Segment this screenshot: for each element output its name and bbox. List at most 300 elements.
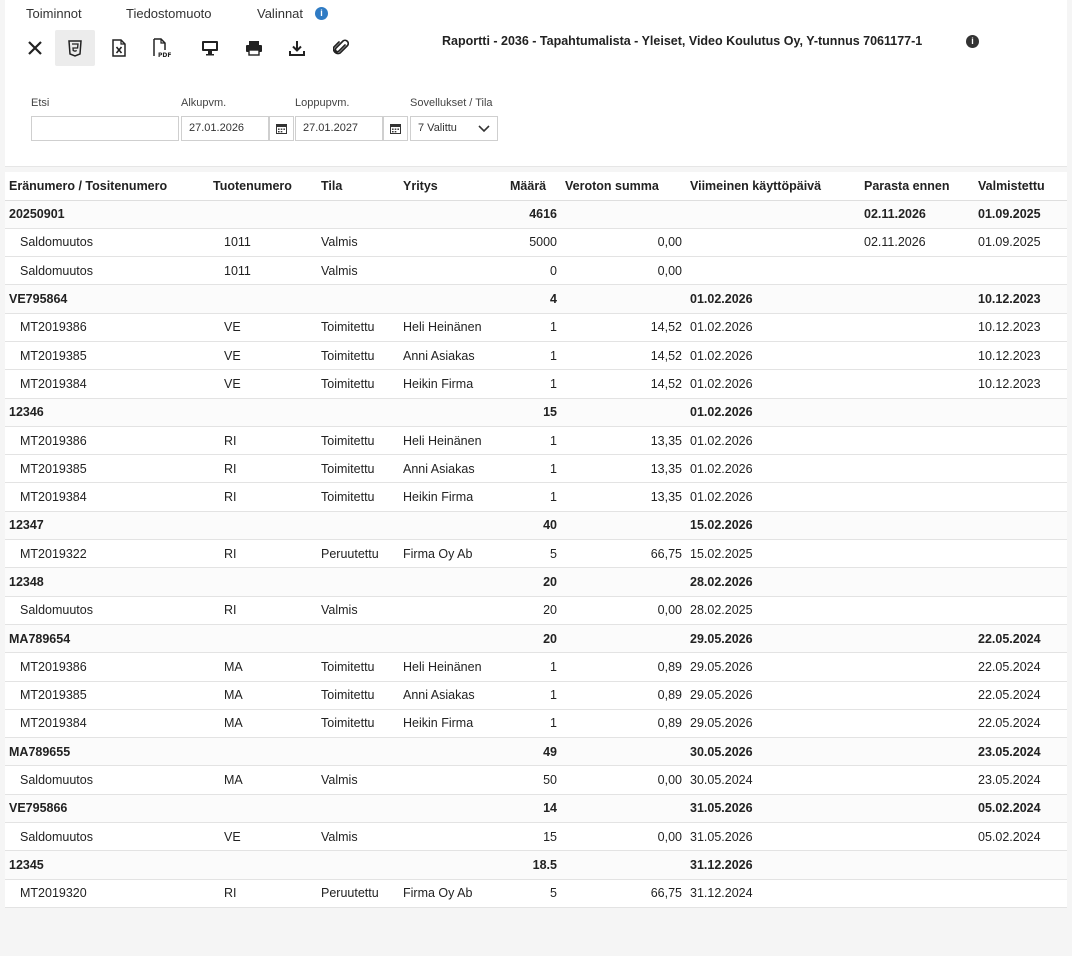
col-best-before-cell: [860, 879, 974, 907]
col-company-cell: [399, 851, 506, 879]
col-net-sum-cell: 13,35: [561, 455, 686, 483]
col-net-sum-cell: [561, 511, 686, 539]
transaction-row: [5, 823, 1067, 851]
col-use-by-cell: 01.02.2026: [686, 341, 860, 369]
attachment-icon: [333, 39, 349, 57]
end-date-field[interactable]: 27.01.2027: [295, 116, 383, 141]
col-quantity-cell: 4: [506, 285, 561, 313]
excel-icon: [112, 39, 126, 57]
col-quantity-cell: 1: [506, 455, 561, 483]
col-status-cell: Valmis: [317, 228, 399, 256]
col-status-cell: Toimitettu: [317, 370, 399, 398]
html5-icon: [68, 40, 82, 57]
col-batch-voucher-cell: MT2019385: [5, 341, 209, 369]
col-status-cell: [317, 200, 399, 228]
col-use-by-cell: 30.05.2024: [686, 766, 860, 794]
col-manufactured-cell: [974, 511, 1067, 539]
col-use-by-cell: 15.02.2026: [686, 511, 860, 539]
col-company-cell: [399, 228, 506, 256]
col-batch-voucher-cell: MT2019384: [5, 370, 209, 398]
col-company-cell: [399, 398, 506, 426]
col-quantity-cell: 4616: [506, 200, 561, 228]
transaction-row: [5, 228, 1067, 256]
col-batch-voucher-cell: VE795866: [5, 794, 209, 822]
col-manufactured-cell: [974, 455, 1067, 483]
col-best-before-cell: [860, 738, 974, 766]
col-product-cell: RI: [209, 455, 317, 483]
col-net-sum-header[interactable]: Veroton summa: [561, 172, 686, 200]
col-company-cell: Heikin Firma: [399, 370, 506, 398]
col-status-cell: Valmis: [317, 257, 399, 285]
batch-group-row: [5, 285, 1067, 313]
col-quantity-cell: 5000: [506, 228, 561, 256]
col-quantity-cell: 0: [506, 257, 561, 285]
col-product-cell: 1011: [209, 257, 317, 285]
col-status-header[interactable]: Tila: [317, 172, 399, 200]
col-quantity-cell: 1: [506, 483, 561, 511]
calendar-icon: [276, 123, 287, 134]
col-status-cell: Toimitettu: [317, 313, 399, 341]
col-product-cell: [209, 511, 317, 539]
end-date-picker-button[interactable]: [383, 116, 408, 141]
batch-group-row: [5, 624, 1067, 652]
col-net-sum-cell: 0,00: [561, 228, 686, 256]
col-best-before-cell: [860, 624, 974, 652]
col-product-cell: RI: [209, 879, 317, 907]
col-company-cell: Heikin Firma: [399, 483, 506, 511]
col-product-cell: [209, 738, 317, 766]
col-best-before-cell: 02.11.2026: [860, 200, 974, 228]
col-batch-voucher-cell: VE795864: [5, 285, 209, 313]
col-quantity-cell: 1: [506, 681, 561, 709]
col-net-sum-cell: 13,35: [561, 483, 686, 511]
col-status-cell: Toimitettu: [317, 653, 399, 681]
col-company-cell: Firma Oy Ab: [399, 879, 506, 907]
col-net-sum-cell: [561, 624, 686, 652]
col-status-cell: Toimitettu: [317, 681, 399, 709]
batch-group-row: [5, 568, 1067, 596]
col-quantity-cell: 1: [506, 709, 561, 737]
col-status-cell: Peruutettu: [317, 879, 399, 907]
col-best-before-cell: [860, 285, 974, 313]
col-use-by-cell: 30.05.2026: [686, 738, 860, 766]
batch-group-row: [5, 738, 1067, 766]
col-status-cell: Valmis: [317, 596, 399, 624]
col-quantity-cell: 1: [506, 653, 561, 681]
col-net-sum-cell: 14,52: [561, 313, 686, 341]
transaction-row: [5, 370, 1067, 398]
col-batch-voucher-cell: Saldomuutos: [5, 228, 209, 256]
col-best-before-cell: [860, 681, 974, 709]
col-product-cell: VE: [209, 370, 317, 398]
col-manufactured-cell: 05.02.2024: [974, 823, 1067, 851]
col-product-cell: MA: [209, 766, 317, 794]
col-status-cell: [317, 511, 399, 539]
col-status-cell: [317, 624, 399, 652]
col-net-sum-cell: 0,00: [561, 766, 686, 794]
search-label: Etsi: [31, 97, 50, 109]
col-use-by-cell: 01.02.2026: [686, 426, 860, 454]
col-use-by-cell: [686, 257, 860, 285]
col-best-before-cell: [860, 257, 974, 285]
col-company-cell: [399, 823, 506, 851]
col-use-by-cell: 28.02.2025: [686, 596, 860, 624]
transaction-row: [5, 483, 1067, 511]
col-best-before-cell: [860, 794, 974, 822]
col-quantity-cell: 49: [506, 738, 561, 766]
col-product-cell: [209, 398, 317, 426]
col-best-before-cell: [860, 766, 974, 794]
col-use-by-cell: 01.02.2026: [686, 483, 860, 511]
col-quantity-cell: 1: [506, 426, 561, 454]
apps-status-label: Sovellukset / Tila: [410, 97, 493, 109]
col-product-cell: [209, 624, 317, 652]
screen-view-button[interactable]: [190, 30, 230, 66]
col-status-cell: Valmis: [317, 766, 399, 794]
col-manufactured-cell: 22.05.2024: [974, 709, 1067, 737]
col-product-cell: RI: [209, 426, 317, 454]
col-quantity-cell: 14: [506, 794, 561, 822]
col-use-by-cell: 31.05.2026: [686, 823, 860, 851]
col-product-cell: VE: [209, 313, 317, 341]
col-manufactured-cell: 10.12.2023: [974, 285, 1067, 313]
col-batch-voucher-cell: 12345: [5, 851, 209, 879]
col-company-cell: [399, 568, 506, 596]
col-manufactured-cell: [974, 851, 1067, 879]
col-quantity-cell: 15: [506, 823, 561, 851]
col-best-before-cell: [860, 341, 974, 369]
col-use-by-cell: 29.05.2026: [686, 653, 860, 681]
attachment-button[interactable]: [321, 30, 361, 66]
report-info-icon[interactable]: i: [966, 35, 979, 48]
col-manufactured-cell: 10.12.2023: [974, 313, 1067, 341]
col-company-cell: [399, 738, 506, 766]
col-net-sum-cell: 14,52: [561, 370, 686, 398]
col-net-sum-cell: [561, 200, 686, 228]
transaction-row: [5, 455, 1067, 483]
col-batch-voucher-cell: MT2019386: [5, 426, 209, 454]
col-batch-voucher-cell: Saldomuutos: [5, 257, 209, 285]
col-use-by-cell: [686, 200, 860, 228]
col-best-before-cell: [860, 709, 974, 737]
col-status-cell: [317, 285, 399, 313]
col-use-by-cell: 15.02.2025: [686, 540, 860, 568]
close-button[interactable]: [15, 30, 55, 66]
col-product-cell: [209, 285, 317, 313]
close-icon: [27, 40, 43, 56]
col-use-by-cell: 01.02.2026: [686, 398, 860, 426]
col-manufactured-cell: [974, 426, 1067, 454]
col-product-cell: MA: [209, 653, 317, 681]
col-batch-voucher-cell: 12346: [5, 398, 209, 426]
apps-status-select[interactable]: [410, 116, 498, 141]
menu-selections[interactable]: Valinnat: [257, 6, 304, 21]
col-net-sum-cell: [561, 568, 686, 596]
col-product-cell: RI: [209, 483, 317, 511]
chevron-down-icon: [478, 125, 490, 133]
col-quantity-cell: 18.5: [506, 851, 561, 879]
start-date-label: Alkupvm.: [181, 97, 227, 109]
col-product-cell: MA: [209, 681, 317, 709]
col-best-before-cell: [860, 426, 974, 454]
transaction-row: [5, 681, 1067, 709]
col-company-cell: [399, 200, 506, 228]
col-quantity-cell: 20: [506, 568, 561, 596]
col-product-cell: RI: [209, 540, 317, 568]
col-batch-voucher-cell: Saldomuutos: [5, 596, 209, 624]
col-net-sum-cell: 66,75: [561, 879, 686, 907]
col-use-by-cell: 28.02.2026: [686, 568, 860, 596]
col-batch-voucher-cell: MT2019386: [5, 653, 209, 681]
start-date-field[interactable]: 27.01.2026: [181, 116, 269, 141]
col-best-before-cell: 02.11.2026: [860, 228, 974, 256]
menu-actions[interactable]: Toiminnot: [26, 6, 82, 21]
col-product-cell: MA: [209, 709, 317, 737]
col-best-before-cell: [860, 596, 974, 624]
col-batch-voucher-cell: MA789655: [5, 738, 209, 766]
col-batch-voucher-cell: MT2019320: [5, 879, 209, 907]
print-icon: [245, 40, 263, 56]
col-net-sum-cell: 0,00: [561, 257, 686, 285]
transaction-row: [5, 766, 1067, 794]
col-use-by-header[interactable]: Viimeinen käyttöpäivä: [686, 172, 860, 200]
transaction-row: [5, 653, 1067, 681]
table-header-row: [5, 172, 1067, 200]
col-use-by-cell: 29.05.2026: [686, 681, 860, 709]
col-best-before-cell: [860, 540, 974, 568]
col-batch-voucher-cell: 12348: [5, 568, 209, 596]
col-company-cell: [399, 257, 506, 285]
svg-text:PDF: PDF: [158, 52, 171, 58]
col-quantity-cell: 1: [506, 370, 561, 398]
col-net-sum-cell: 66,75: [561, 540, 686, 568]
col-net-sum-cell: 13,35: [561, 426, 686, 454]
report-title: Raportti - 2036 - Tapahtumalista - Yleiset, Video Koulutus Oy, Y-tunnus 7061177-1: [442, 34, 923, 48]
calendar-icon: [390, 123, 401, 134]
col-use-by-cell: 01.02.2026: [686, 370, 860, 398]
col-batch-voucher-cell: MT2019384: [5, 483, 209, 511]
transaction-row: [5, 426, 1067, 454]
col-product-cell: [209, 568, 317, 596]
col-batch-voucher-cell: MT2019385: [5, 455, 209, 483]
transaction-row: [5, 313, 1067, 341]
col-best-before-cell: [860, 823, 974, 851]
col-use-by-cell: 29.05.2026: [686, 624, 860, 652]
col-batch-voucher-cell: 12347: [5, 511, 209, 539]
col-status-cell: [317, 851, 399, 879]
report-table: [5, 172, 1067, 908]
col-status-cell: Toimitettu: [317, 709, 399, 737]
col-best-before-cell: [860, 313, 974, 341]
col-company-cell: [399, 624, 506, 652]
end-date-label: Loppupvm.: [295, 97, 350, 109]
col-manufactured-cell: 01.09.2025: [974, 200, 1067, 228]
col-product-cell: [209, 794, 317, 822]
html-export-button[interactable]: [55, 30, 95, 66]
col-status-cell: Toimitettu: [317, 483, 399, 511]
col-status-cell: [317, 794, 399, 822]
apps-status-value: 7 Valittu: [418, 122, 457, 134]
transaction-row: [5, 596, 1067, 624]
col-net-sum-cell: 0,89: [561, 681, 686, 709]
pdf-export-button[interactable]: [142, 30, 182, 66]
transaction-row: [5, 341, 1067, 369]
col-company-cell: Heikin Firma: [399, 709, 506, 737]
col-manufactured-cell: [974, 257, 1067, 285]
col-company-cell: Heli Heinänen: [399, 426, 506, 454]
col-product-header[interactable]: Tuotenumero: [209, 172, 317, 200]
col-quantity-cell: 40: [506, 511, 561, 539]
report-options-panel: [5, 0, 1067, 167]
col-net-sum-cell: 0,89: [561, 709, 686, 737]
col-use-by-cell: [686, 228, 860, 256]
col-manufactured-cell: [974, 568, 1067, 596]
col-best-before-cell: [860, 455, 974, 483]
batch-group-row: [5, 200, 1067, 228]
col-best-before-cell: [860, 398, 974, 426]
col-batch-voucher-cell: MT2019385: [5, 681, 209, 709]
col-net-sum-cell: [561, 851, 686, 879]
col-quantity-cell: 1: [506, 341, 561, 369]
selections-info-icon[interactable]: i: [315, 7, 328, 20]
col-product-cell: RI: [209, 596, 317, 624]
col-use-by-cell: 01.02.2026: [686, 285, 860, 313]
col-status-cell: Toimitettu: [317, 341, 399, 369]
col-company-cell: [399, 596, 506, 624]
col-use-by-cell: 31.12.2026: [686, 851, 860, 879]
col-manufactured-cell: 22.05.2024: [974, 653, 1067, 681]
col-net-sum-cell: [561, 794, 686, 822]
col-batch-voucher-cell: MT2019322: [5, 540, 209, 568]
col-manufactured-cell: [974, 398, 1067, 426]
col-net-sum-cell: 14,52: [561, 341, 686, 369]
pdf-icon: [153, 38, 171, 58]
col-net-sum-cell: 0,89: [561, 653, 686, 681]
col-product-cell: VE: [209, 823, 317, 851]
col-company-cell: Anni Asiakas: [399, 455, 506, 483]
col-product-cell: 1011: [209, 228, 317, 256]
col-net-sum-cell: [561, 285, 686, 313]
col-net-sum-cell: [561, 738, 686, 766]
col-manufactured-cell: [974, 879, 1067, 907]
col-company-cell: [399, 285, 506, 313]
col-use-by-cell: 31.05.2026: [686, 794, 860, 822]
download-button[interactable]: [277, 30, 317, 66]
col-use-by-cell: 31.12.2024: [686, 879, 860, 907]
transaction-row: [5, 257, 1067, 285]
col-quantity-cell: 50: [506, 766, 561, 794]
col-batch-voucher-cell: MT2019386: [5, 313, 209, 341]
col-status-cell: [317, 568, 399, 596]
print-button[interactable]: [234, 30, 274, 66]
col-company-cell: [399, 511, 506, 539]
col-use-by-cell: 01.02.2026: [686, 313, 860, 341]
col-quantity-cell: 1: [506, 313, 561, 341]
col-quantity-cell: 15: [506, 398, 561, 426]
col-status-cell: [317, 398, 399, 426]
col-batch-voucher-header[interactable]: Eränumero / Tositenumero: [5, 172, 209, 200]
col-manufactured-cell: 22.05.2024: [974, 681, 1067, 709]
col-batch-voucher-cell: MT2019384: [5, 709, 209, 737]
col-manufactured-cell: [974, 596, 1067, 624]
col-status-cell: Peruutettu: [317, 540, 399, 568]
batch-group-row: [5, 398, 1067, 426]
col-status-cell: [317, 738, 399, 766]
col-best-before-header[interactable]: Parasta ennen: [860, 172, 974, 200]
col-product-cell: VE: [209, 341, 317, 369]
col-manufactured-cell: [974, 483, 1067, 511]
col-best-before-cell: [860, 568, 974, 596]
col-best-before-cell: [860, 483, 974, 511]
search-input[interactable]: [31, 116, 179, 141]
batch-group-row: [5, 511, 1067, 539]
col-status-cell: Valmis: [317, 823, 399, 851]
col-company-cell: Heli Heinänen: [399, 313, 506, 341]
col-best-before-cell: [860, 851, 974, 879]
col-net-sum-cell: [561, 398, 686, 426]
col-quantity-cell: 5: [506, 879, 561, 907]
col-company-cell: Anni Asiakas: [399, 341, 506, 369]
col-manufactured-cell: 05.02.2024: [974, 794, 1067, 822]
col-status-cell: Toimitettu: [317, 426, 399, 454]
col-company-cell: Heli Heinänen: [399, 653, 506, 681]
col-net-sum-cell: 0,00: [561, 823, 686, 851]
menu-file-format[interactable]: Tiedostomuoto: [126, 6, 212, 21]
start-date-picker-button[interactable]: [269, 116, 294, 141]
col-best-before-cell: [860, 653, 974, 681]
col-quantity-header[interactable]: Määrä: [506, 172, 561, 200]
transaction-row: [5, 709, 1067, 737]
transaction-row: [5, 540, 1067, 568]
transaction-row: [5, 879, 1067, 907]
batch-group-row: [5, 851, 1067, 879]
col-quantity-cell: 20: [506, 596, 561, 624]
col-company-cell: [399, 766, 506, 794]
batch-group-row: [5, 794, 1067, 822]
col-manufactured-header[interactable]: Valmistettu: [974, 172, 1067, 200]
col-product-cell: [209, 851, 317, 879]
col-company-cell: Firma Oy Ab: [399, 540, 506, 568]
col-company-header[interactable]: Yritys: [399, 172, 506, 200]
monitor-icon: [201, 40, 219, 56]
col-net-sum-cell: 0,00: [561, 596, 686, 624]
col-product-cell: [209, 200, 317, 228]
col-batch-voucher-cell: Saldomuutos: [5, 823, 209, 851]
excel-export-button[interactable]: [99, 30, 139, 66]
col-batch-voucher-cell: Saldomuutos: [5, 766, 209, 794]
col-batch-voucher-cell: MA789654: [5, 624, 209, 652]
col-batch-voucher-cell: 20250901: [5, 200, 209, 228]
col-quantity-cell: 20: [506, 624, 561, 652]
col-company-cell: Anni Asiakas: [399, 681, 506, 709]
col-manufactured-cell: 23.05.2024: [974, 738, 1067, 766]
col-use-by-cell: 01.02.2026: [686, 455, 860, 483]
col-manufactured-cell: 01.09.2025: [974, 228, 1067, 256]
col-manufactured-cell: 22.05.2024: [974, 624, 1067, 652]
col-company-cell: [399, 794, 506, 822]
col-quantity-cell: 5: [506, 540, 561, 568]
col-best-before-cell: [860, 511, 974, 539]
col-manufactured-cell: 10.12.2023: [974, 370, 1067, 398]
col-manufactured-cell: [974, 540, 1067, 568]
col-manufactured-cell: 10.12.2023: [974, 341, 1067, 369]
table-body: [5, 200, 1067, 907]
download-icon: [289, 40, 305, 56]
col-best-before-cell: [860, 370, 974, 398]
col-use-by-cell: 29.05.2026: [686, 709, 860, 737]
col-status-cell: Toimitettu: [317, 455, 399, 483]
col-manufactured-cell: 23.05.2024: [974, 766, 1067, 794]
